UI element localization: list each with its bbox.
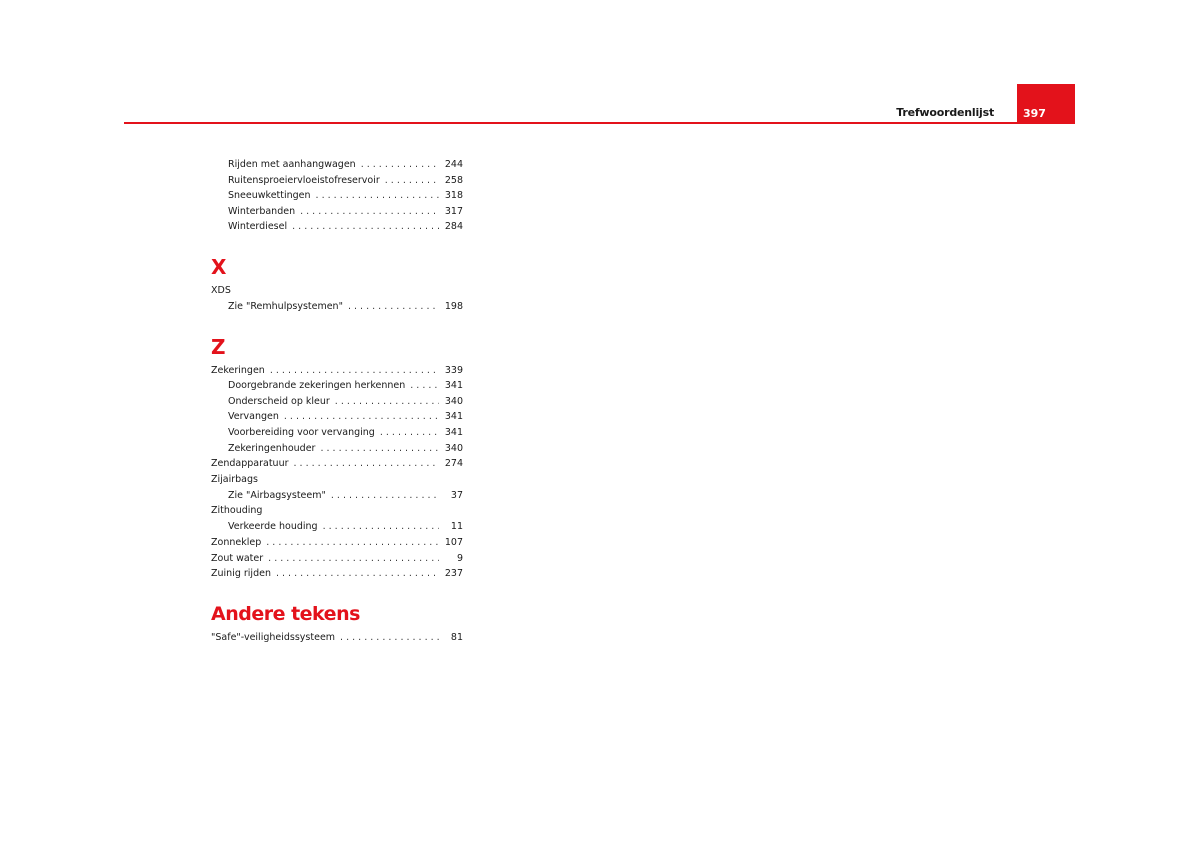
dot-leader xyxy=(292,219,439,235)
dot-leader xyxy=(294,456,439,472)
entry-page: 244 xyxy=(444,159,463,170)
section-letter-x: X xyxy=(211,254,227,279)
index-entry[interactable] xyxy=(211,566,463,582)
dot-leader xyxy=(335,394,439,410)
entry-page: 107 xyxy=(444,536,463,548)
entry-page: 9 xyxy=(456,552,463,564)
dot-leader xyxy=(268,551,439,567)
dot-leader xyxy=(316,188,439,204)
dot-leader xyxy=(266,535,439,551)
entry-label: Verkeerde houding xyxy=(228,521,318,533)
index-entry[interactable] xyxy=(211,441,463,457)
page-title: Trefwoordenlijst xyxy=(896,106,994,119)
dot-leader xyxy=(348,299,439,315)
entry-label: Zendapparatuur xyxy=(211,458,289,470)
entry-page: 339 xyxy=(444,364,463,376)
index-entry[interactable] xyxy=(211,394,463,410)
index-entry[interactable] xyxy=(211,299,463,315)
entry-page: 284 xyxy=(444,221,463,233)
dot-leader xyxy=(331,488,439,504)
index-entry[interactable] xyxy=(211,409,463,425)
index-entry[interactable] xyxy=(211,363,463,379)
entry-page: 318 xyxy=(444,190,463,202)
entry-page: 274 xyxy=(444,458,463,470)
index-entry[interactable] xyxy=(211,378,463,394)
index-heading: Zijairbags xyxy=(211,473,258,485)
entry-label: Sneeuwkettingen xyxy=(228,190,311,202)
index-entry[interactable] xyxy=(211,535,463,551)
dot-leader xyxy=(320,441,438,457)
index-entry[interactable] xyxy=(211,188,463,204)
entry-label: Zekeringenhouder xyxy=(228,442,316,454)
entry-label: Ruitensproeiervloeistofreservoir xyxy=(228,174,380,186)
entry-page: 258 xyxy=(444,174,463,186)
index-entry[interactable] xyxy=(211,551,463,567)
entry-page: 341 xyxy=(444,411,463,423)
index-entry[interactable] xyxy=(211,173,463,189)
entry-label: Winterdiesel xyxy=(228,221,288,233)
entry-label: Zout water xyxy=(211,552,264,564)
entry-label: Zie "Remhulpsystemen" xyxy=(228,300,343,312)
entry-label: Doorgebrande zekeringen herkennen xyxy=(228,380,406,392)
page-number-box xyxy=(1017,84,1075,124)
entry-label: Zekeringen xyxy=(211,364,265,376)
entry-label: Vervangen xyxy=(228,411,279,423)
index-entry[interactable] xyxy=(211,488,463,504)
section-title-other: Andere tekens xyxy=(211,602,360,625)
dot-leader xyxy=(276,566,439,582)
header-rule xyxy=(124,122,1075,124)
dot-leader xyxy=(300,204,439,220)
entry-label: "Safe"-veiligheidssysteem xyxy=(211,631,336,643)
entry-page: 11 xyxy=(450,521,463,533)
dot-leader xyxy=(361,157,439,173)
index-entry[interactable] xyxy=(211,219,463,235)
entry-page: 37 xyxy=(450,489,463,501)
entry-label: Rijden met aanhangwagen xyxy=(228,159,356,170)
index-entry[interactable] xyxy=(211,519,463,535)
entry-page: 237 xyxy=(444,568,463,580)
section-letter-z: Z xyxy=(211,334,226,359)
entry-label: Voorbereiding voor vervanging xyxy=(228,426,375,438)
entry-page: 340 xyxy=(444,395,463,407)
entry-page: 341 xyxy=(444,426,463,438)
entry-label: Zonneklep xyxy=(211,536,262,548)
index-heading: XDS xyxy=(211,284,231,296)
index-column xyxy=(211,157,463,645)
index-entry[interactable] xyxy=(211,456,463,472)
index-entry[interactable] xyxy=(211,425,463,441)
index-entry[interactable] xyxy=(211,157,463,173)
dot-leader xyxy=(385,173,439,189)
dot-leader xyxy=(323,519,439,535)
entry-label: Onderscheid op kleur xyxy=(228,395,330,407)
page-number: 397 xyxy=(1023,107,1046,120)
entry-page: 198 xyxy=(444,300,463,312)
entry-page: 340 xyxy=(444,442,463,454)
dot-leader xyxy=(340,630,439,646)
dot-leader xyxy=(284,409,439,425)
index-entry[interactable] xyxy=(211,204,463,220)
dot-leader xyxy=(270,363,439,379)
dot-leader xyxy=(410,378,439,394)
entry-label: Zuinig rijden xyxy=(211,568,271,580)
index-entry[interactable] xyxy=(211,630,463,646)
entry-page: 341 xyxy=(444,380,463,392)
entry-label: Zie "Airbagsysteem" xyxy=(228,489,326,501)
entry-page: 317 xyxy=(444,205,463,217)
dot-leader xyxy=(380,425,439,441)
entry-page: 81 xyxy=(450,631,463,643)
index-heading: Zithouding xyxy=(211,505,263,517)
entry-label: Winterbanden xyxy=(228,205,296,217)
